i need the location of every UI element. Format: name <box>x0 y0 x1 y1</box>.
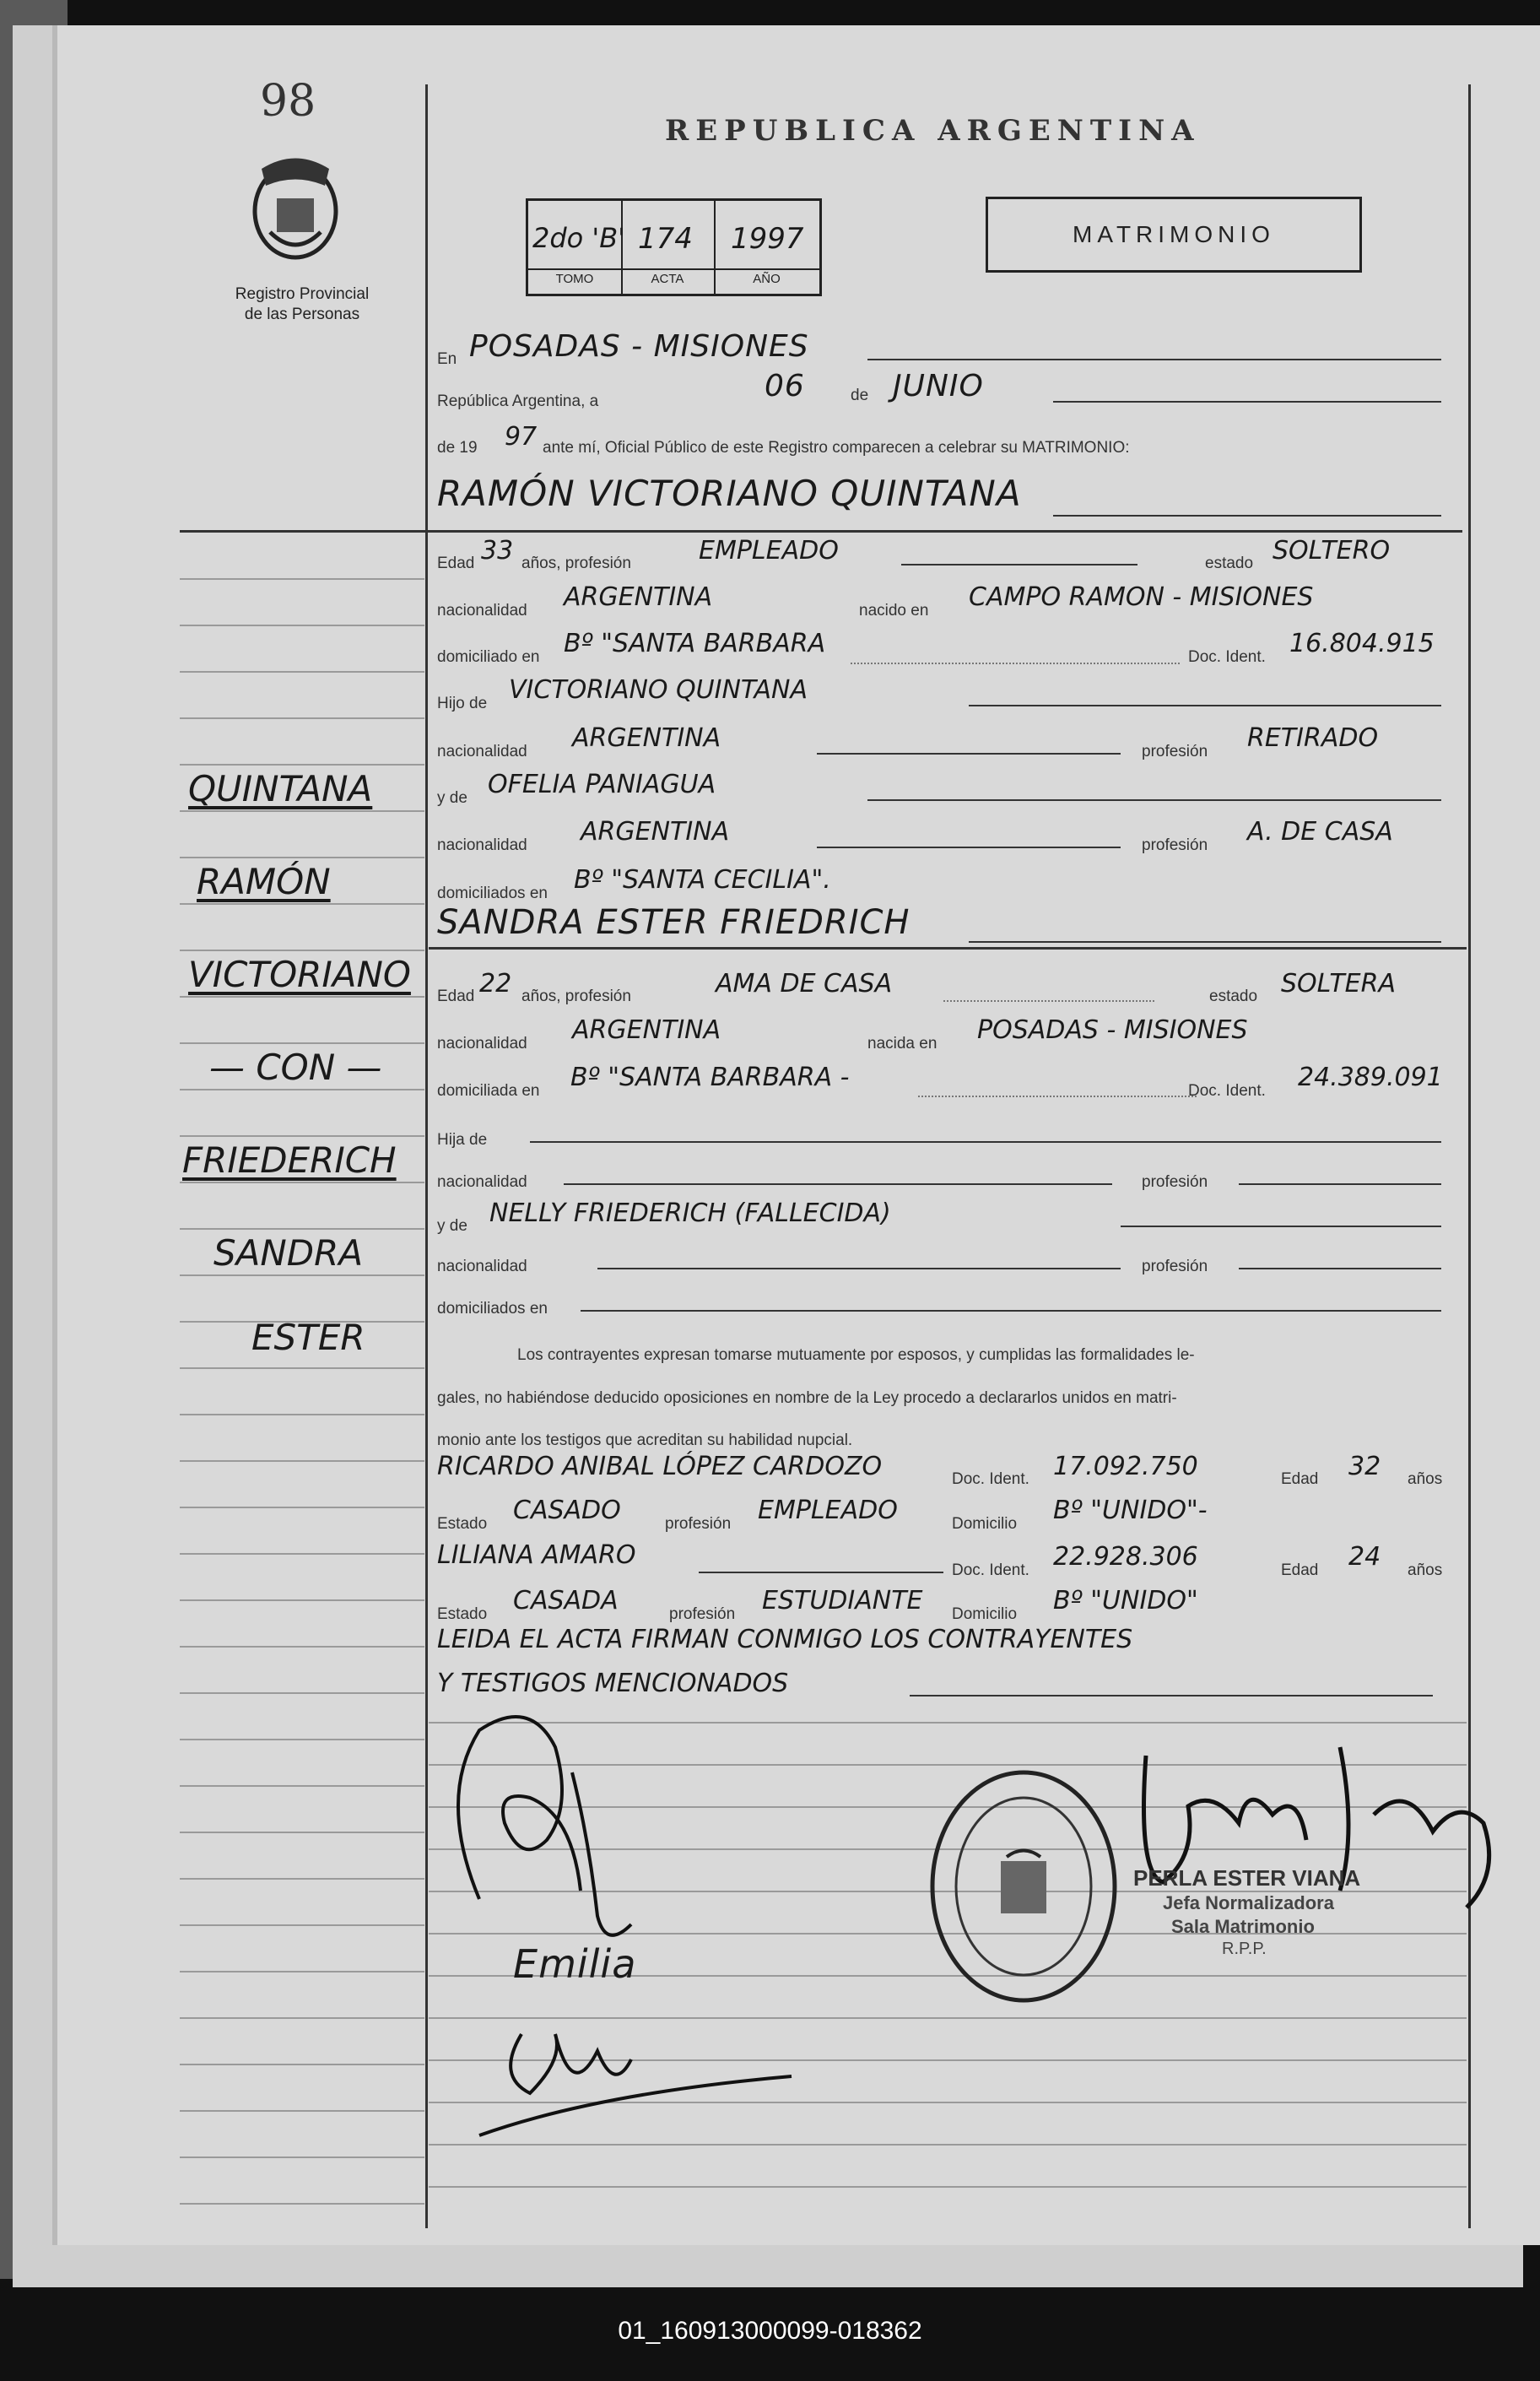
margin-name-surname: QUINTANA <box>188 768 373 809</box>
witness2-name: LILIANA AMARO <box>437 1540 636 1570</box>
bride-dom-dots <box>918 1096 1197 1097</box>
tomo-value: 2do 'B' <box>532 222 625 254</box>
anio-value: 1997 <box>731 222 804 256</box>
groom-mother-prof-label: profesión <box>1142 836 1208 854</box>
witness2-age: 24 <box>1348 1542 1381 1572</box>
margin-ruled-line <box>180 903 424 905</box>
bride-hija-label: Hija de <box>437 1131 488 1149</box>
acta-value: 174 <box>638 222 693 256</box>
country-title: REPUBLICA ARGENTINA <box>665 114 1201 148</box>
declaration-line1: Los contrayentes expresan tomarse mutuamente por esposos, y cumplidas las formalidades le- <box>517 1346 1195 1364</box>
bride-nacida-label: nacida en <box>867 1035 938 1053</box>
groom-mother-line <box>867 799 1441 801</box>
bride-father-nac-line <box>564 1183 1112 1185</box>
groom-father: VICTORIANO QUINTANA <box>509 675 808 705</box>
margin-ruled-line <box>180 810 424 812</box>
margin-ruled-line <box>180 2203 424 2205</box>
bride-mother-nac-label: nacionalidad <box>437 1258 527 1275</box>
en-label: En <box>437 350 457 368</box>
witness1-dom-label: Domicilio <box>952 1515 1018 1533</box>
groom-father-profession: RETIRADO <box>1247 723 1379 753</box>
groom-hijo-label: Hijo de <box>437 695 488 712</box>
witness2-dom-label: Domicilio <box>952 1605 1018 1623</box>
margin-ruled-line <box>180 1182 424 1183</box>
de-label: de <box>851 387 869 404</box>
record-type: MATRIMONIO <box>1073 221 1275 247</box>
margin-ruled-line <box>180 1599 424 1601</box>
witness1-edad-label: Edad <box>1281 1470 1319 1488</box>
bride-nationality: ARGENTINA <box>572 1015 721 1045</box>
year-suffix: 97 <box>505 422 538 452</box>
margin-ruled-line <box>180 2156 424 2158</box>
month-value: JUNIO <box>893 369 984 403</box>
bride-domicile: Bº "SANTA BARBARA - <box>570 1063 850 1092</box>
bride-mother-line <box>1121 1226 1441 1227</box>
bride-father-prof-line <box>1239 1183 1441 1185</box>
groom-profession: EMPLEADO <box>699 536 839 565</box>
witness1-doc: 17.092.750 <box>1053 1452 1198 1481</box>
groom-parents-dom-label: domiciliados en <box>437 885 548 902</box>
witness1-anos-label: años <box>1408 1470 1443 1488</box>
groom-status: SOLTERO <box>1273 536 1391 565</box>
bride-prof-label: años, profesión <box>521 988 631 1005</box>
groom-yde-label: y de <box>437 789 467 807</box>
groom-mother-nac-label: nacionalidad <box>437 836 527 854</box>
margin-ruled-line <box>180 2017 424 2019</box>
witness2-doc: 22.928.306 <box>1053 1542 1198 1572</box>
closing-line2: Y TESTIGOS MENCIONADOS <box>437 1669 789 1698</box>
margin-ruled-line <box>180 1692 424 1694</box>
footer-id: 01_160913000099-018362 <box>618 2317 922 2345</box>
witness1-domicile: Bº "UNIDO"- <box>1053 1496 1208 1525</box>
bride-mother: NELLY FRIEDERICH (FALLECIDA) <box>489 1199 891 1228</box>
margin-ruled-line <box>180 1924 424 1926</box>
margin-name-first: RAMÓN <box>197 861 331 902</box>
witness2-edad-label: Edad <box>1281 1561 1319 1579</box>
tomo-label: TOMO <box>555 272 594 286</box>
groom-father-nac-line <box>817 753 1121 755</box>
groom-doc-label: Doc. Ident. <box>1188 648 1266 666</box>
groom-parents-domicile: Bº "SANTA CECILIA". <box>574 865 831 895</box>
bride-mother-prof-label: profesión <box>1142 1258 1208 1275</box>
margin-ruled-line <box>180 1274 424 1276</box>
margin-ruled-line <box>180 950 424 951</box>
margin-ruled-line <box>180 578 424 580</box>
groom-father-prof-label: profesión <box>1142 743 1208 760</box>
groom-mother-nac-line <box>817 847 1121 848</box>
groom-prof-label: años, profesión <box>521 555 631 572</box>
bride-prof-dots <box>943 1000 1154 1002</box>
bride-yde-label: y de <box>437 1217 467 1235</box>
margin-ruled-line <box>180 1042 424 1044</box>
witness2-name-line <box>699 1572 943 1573</box>
bride-estado-label: estado <box>1209 988 1258 1005</box>
margin-ruled-line <box>180 1228 424 1230</box>
witness1-age: 32 <box>1348 1452 1381 1481</box>
bride-doc: 24.389.091 <box>1298 1063 1443 1092</box>
witness2-prof-label: profesión <box>669 1605 736 1623</box>
month-line <box>1053 401 1441 403</box>
official-name: PERLA ESTER VIANA <box>1133 1865 1361 1891</box>
margin-ruled-line <box>180 857 424 858</box>
margin-ruled-line <box>180 1878 424 1880</box>
groom-mother: OFELIA PANIAGUA <box>488 770 716 799</box>
margin-ruled-line <box>180 1553 424 1555</box>
margin-ruled-line <box>180 1739 424 1740</box>
bride-profession: AMA DE CASA <box>716 969 893 998</box>
bride-dom-label: domiciliada en <box>437 1082 540 1100</box>
bride-name: SANDRA ESTER FRIEDRICH <box>437 903 910 942</box>
margin-ruled-line <box>180 1646 424 1648</box>
groom-father-line <box>969 705 1441 706</box>
record-type-box <box>986 197 1362 273</box>
witness2-estado-label: Estado <box>437 1605 488 1623</box>
margin-ruled-line <box>180 671 424 673</box>
margin-name-second: VICTORIANO <box>188 954 411 995</box>
margin-ruled-line <box>180 717 424 719</box>
signature-scribble-1 <box>429 1696 901 2169</box>
margin-ruled-line <box>180 1460 424 1462</box>
acta-label: ACTA <box>651 272 684 286</box>
groom-separator <box>180 530 1462 533</box>
witness1-status: CASADO <box>513 1496 621 1525</box>
margin-ruled-line <box>180 1785 424 1787</box>
groom-father-nationality: ARGENTINA <box>572 723 721 753</box>
groom-mother-profession: A. DE CASA <box>1247 817 1393 847</box>
register-page <box>52 25 1540 2245</box>
bride-father-nac-label: nacionalidad <box>437 1173 527 1191</box>
groom-mother-nationality: ARGENTINA <box>581 817 730 847</box>
groom-nac-label: nacionalidad <box>437 602 527 620</box>
margin-ruled-line <box>180 625 424 626</box>
witness2-domicile: Bº "UNIDO" <box>1053 1586 1198 1615</box>
margin-ruled-line <box>180 764 424 766</box>
signature-text: Emilia <box>513 1941 637 1987</box>
margin-name-con: — CON — <box>209 1047 382 1088</box>
declaration-line3: monio ante los testigos que acreditan su habilidad nupcial. <box>437 1431 853 1449</box>
official-title3: R.P.P. <box>1222 1940 1267 1958</box>
margin-ruled-line <box>180 1367 424 1369</box>
year-prefix: de 19 <box>437 439 478 457</box>
statement: ante mí, Oficial Público de este Registro comparecen a celebrar su MATRIMONIO: <box>543 439 1130 457</box>
bride-parents-dom-label: domiciliados en <box>437 1300 548 1318</box>
groom-domicile: Bº "SANTA BARBARA <box>564 629 826 658</box>
ruled-line <box>429 2186 1467 2188</box>
margin-ruled-line <box>180 996 424 998</box>
bride-birthplace: POSADAS - MISIONES <box>977 1015 1248 1045</box>
registry-line1: Registro Provincial <box>235 285 370 303</box>
bride-age: 22 <box>479 969 512 998</box>
witness1-name: RICARDO ANIBAL LÓPEZ CARDOZO <box>437 1452 883 1481</box>
margin-ruled-line <box>180 1089 424 1090</box>
groom-name-line <box>1053 515 1441 517</box>
witness1-estado-label: Estado <box>437 1515 488 1533</box>
bride-parents-dom-line <box>581 1310 1441 1312</box>
bride-mother-prof-line <box>1239 1268 1441 1269</box>
declaration-line2: gales, no habiéndose deducido oposiciones en nombre de la Ley procedo a declararlos unidos en matri- <box>437 1389 1177 1407</box>
groom-birthplace: CAMPO RAMON - MISIONES <box>969 582 1314 612</box>
bride-separator <box>429 947 1467 950</box>
bride-father-prof-label: profesión <box>1142 1173 1208 1191</box>
margin-ruled-line <box>180 2110 424 2112</box>
place-value: POSADAS - MISIONES <box>469 329 809 364</box>
margin-ruled-line <box>180 2064 424 2065</box>
groom-nacido-label: nacido en <box>859 602 929 620</box>
groom-estado-label: estado <box>1205 555 1254 572</box>
margin-ruled-line <box>180 1507 424 1508</box>
witness2-status: CASADA <box>513 1586 619 1615</box>
margin-name-bride-second: ESTER <box>251 1317 365 1358</box>
margin-divider <box>425 84 428 2228</box>
witness1-doc-label: Doc. Ident. <box>952 1470 1029 1488</box>
official-title2: Sala Matrimonio <box>1171 1916 1315 1937</box>
page-number: 98 <box>260 76 316 127</box>
margin-name-bride-first: SANDRA <box>213 1232 364 1274</box>
witness2-anos-label: años <box>1408 1561 1443 1579</box>
groom-dom-label: domiciliado en <box>437 648 540 666</box>
groom-prof-line <box>901 564 1137 565</box>
bride-name-line <box>969 941 1441 943</box>
margin-ruled-line <box>180 1832 424 1833</box>
closing-line1: LEIDA EL ACTA FIRMAN CONMIGO LOS CONTRAYENTES <box>437 1625 1133 1654</box>
groom-age: 33 <box>481 536 514 565</box>
official-seal-icon <box>927 1764 1121 2009</box>
coat-of-arms-icon <box>245 152 346 266</box>
bride-nac-label: nacionalidad <box>437 1035 527 1053</box>
margin-ruled-line <box>180 1135 424 1137</box>
groom-edad-label: Edad <box>437 555 475 572</box>
bride-father-line <box>530 1141 1441 1143</box>
groom-name: RAMÓN VICTORIANO QUINTANA <box>437 473 1022 514</box>
groom-doc: 16.804.915 <box>1289 629 1435 658</box>
closing-line <box>910 1695 1433 1696</box>
margin-ruled-line <box>180 1971 424 1972</box>
bride-edad-label: Edad <box>437 988 475 1005</box>
official-title1: Jefa Normalizadora <box>1163 1892 1334 1913</box>
anio-label: AÑO <box>753 272 781 286</box>
republica-label: República Argentina, a <box>437 392 599 410</box>
margin-ruled-line <box>180 1414 424 1415</box>
day-value: 06 <box>765 369 805 403</box>
witness2-profession: ESTUDIANTE <box>762 1586 923 1615</box>
place-line <box>867 359 1441 360</box>
witness2-doc-label: Doc. Ident. <box>952 1561 1029 1579</box>
bride-mother-nac-line <box>597 1268 1121 1269</box>
groom-nationality: ARGENTINA <box>564 582 713 612</box>
witness1-profession: EMPLEADO <box>758 1496 898 1525</box>
margin-name-bride-surname: FRIEDERICH <box>182 1139 397 1181</box>
groom-dom-dots <box>851 663 1180 664</box>
record-box <box>526 198 822 296</box>
bride-status: SOLTERA <box>1281 969 1396 998</box>
registry-line2: de las Personas <box>244 306 360 323</box>
groom-father-nac-label: nacionalidad <box>437 743 527 760</box>
bride-doc-label: Doc. Ident. <box>1188 1082 1266 1100</box>
witness1-prof-label: profesión <box>665 1515 732 1533</box>
